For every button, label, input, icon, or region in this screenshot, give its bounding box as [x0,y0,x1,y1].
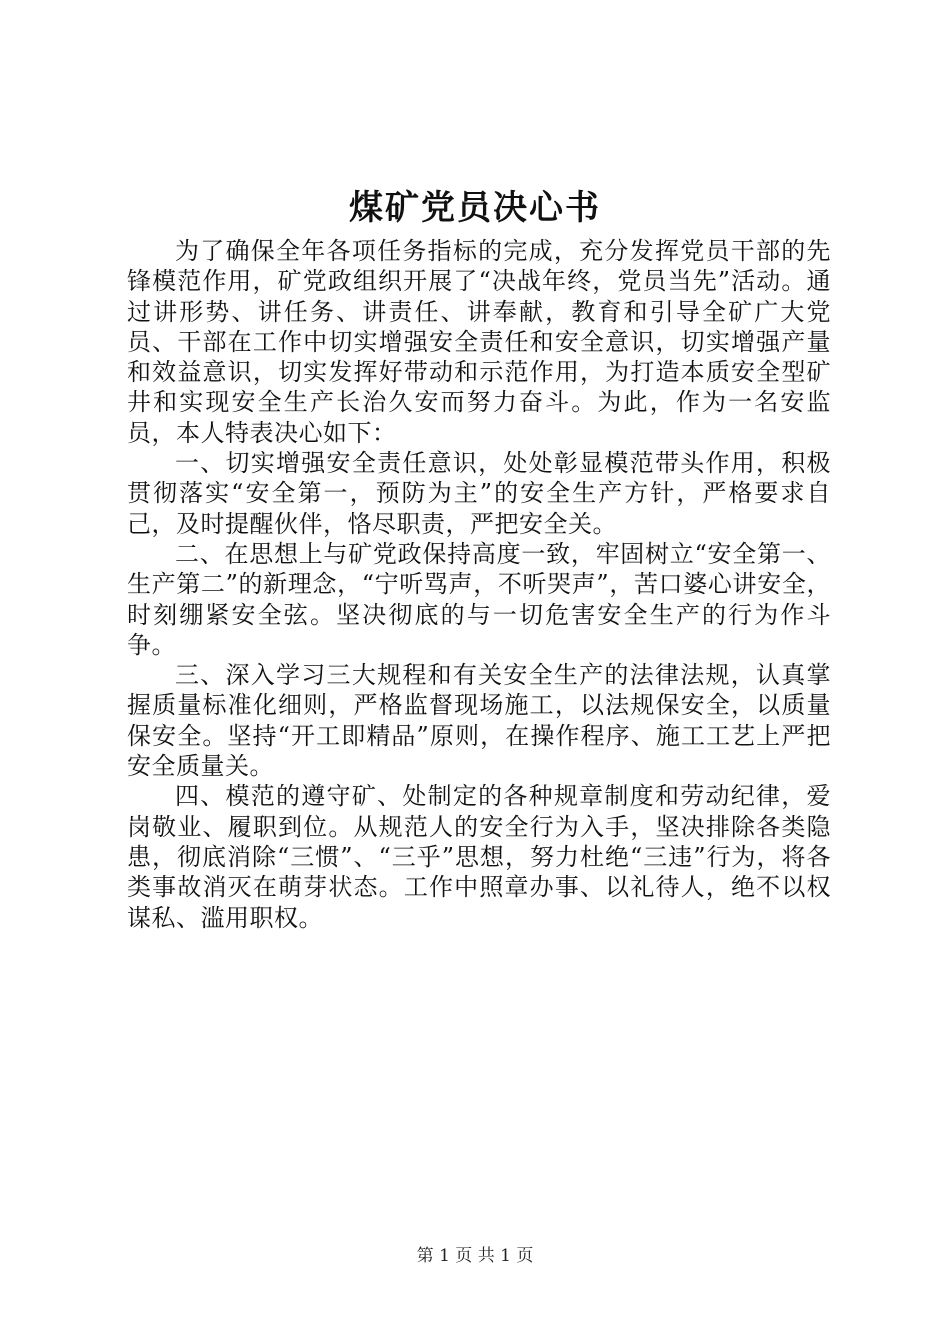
document-body [127,236,831,933]
pledge-paragraph-3: 三、深入学习三大规程和有关安全生产的法律法规，认真掌握质量标准化细则，严格监督现场施工，以法规保安全，以质量保安全。坚持“开工即精品”原则，在操作程序、施工工艺上严把安全质量关。 [127,661,831,781]
document-title: 煤矿党员决心书 [349,188,601,228]
pledge-paragraph-2: 二、在思想上与矿党政保持高度一致，牢固树立“安全第一、生产第二”的新理念，“宁听骂声，不听哭声”，苦口婆心讲安全，时刻绷紧安全弦。坚决彻底的与一切危害安全生产的行为作斗争。 [127,539,831,659]
page-number-footer: 第 1 页 共 1 页 [416,1246,534,1266]
pledge-paragraph-4: 四、模范的遵守矿、处制定的各种规章制度和劳动纪律，爱岗敬业、履职到位。从规范人的安全行为入手，坚决排除各类隐患，彻底消除“三惯”、“三乎”思想，努力杜绝“三违”行为，将各类事故消灭在萌芽状态。工作中照章办事、以礼待人，绝不以权谋私、滥用职权。 [127,782,831,932]
pledge-paragraph-1: 一、切实增强安全责任意识，处处彰显模范带头作用，积极贯彻落实“安全第一，预防为主”的安全生产方针，严格要求自己，及时提醒伙伴，恪尽职责，严把安全关。 [127,449,831,538]
intro-paragraph: 为了确保全年各项任务指标的完成，充分发挥党员干部的先锋模范作用，矿党政组织开展了“决战年终，党员当先”活动。通过讲形势、讲任务、讲责任、讲奉献，教育和引导全矿广大党员、干部在工作中切实增强安全责任和安全意识，切实增强产量和效益意识，切实发挥好带动和示范作用，为打造本质安全型矿井和实现安全生产长治久安而努力奋斗。为此，作为一名安监员，本人特表决心如下： [127,237,831,447]
